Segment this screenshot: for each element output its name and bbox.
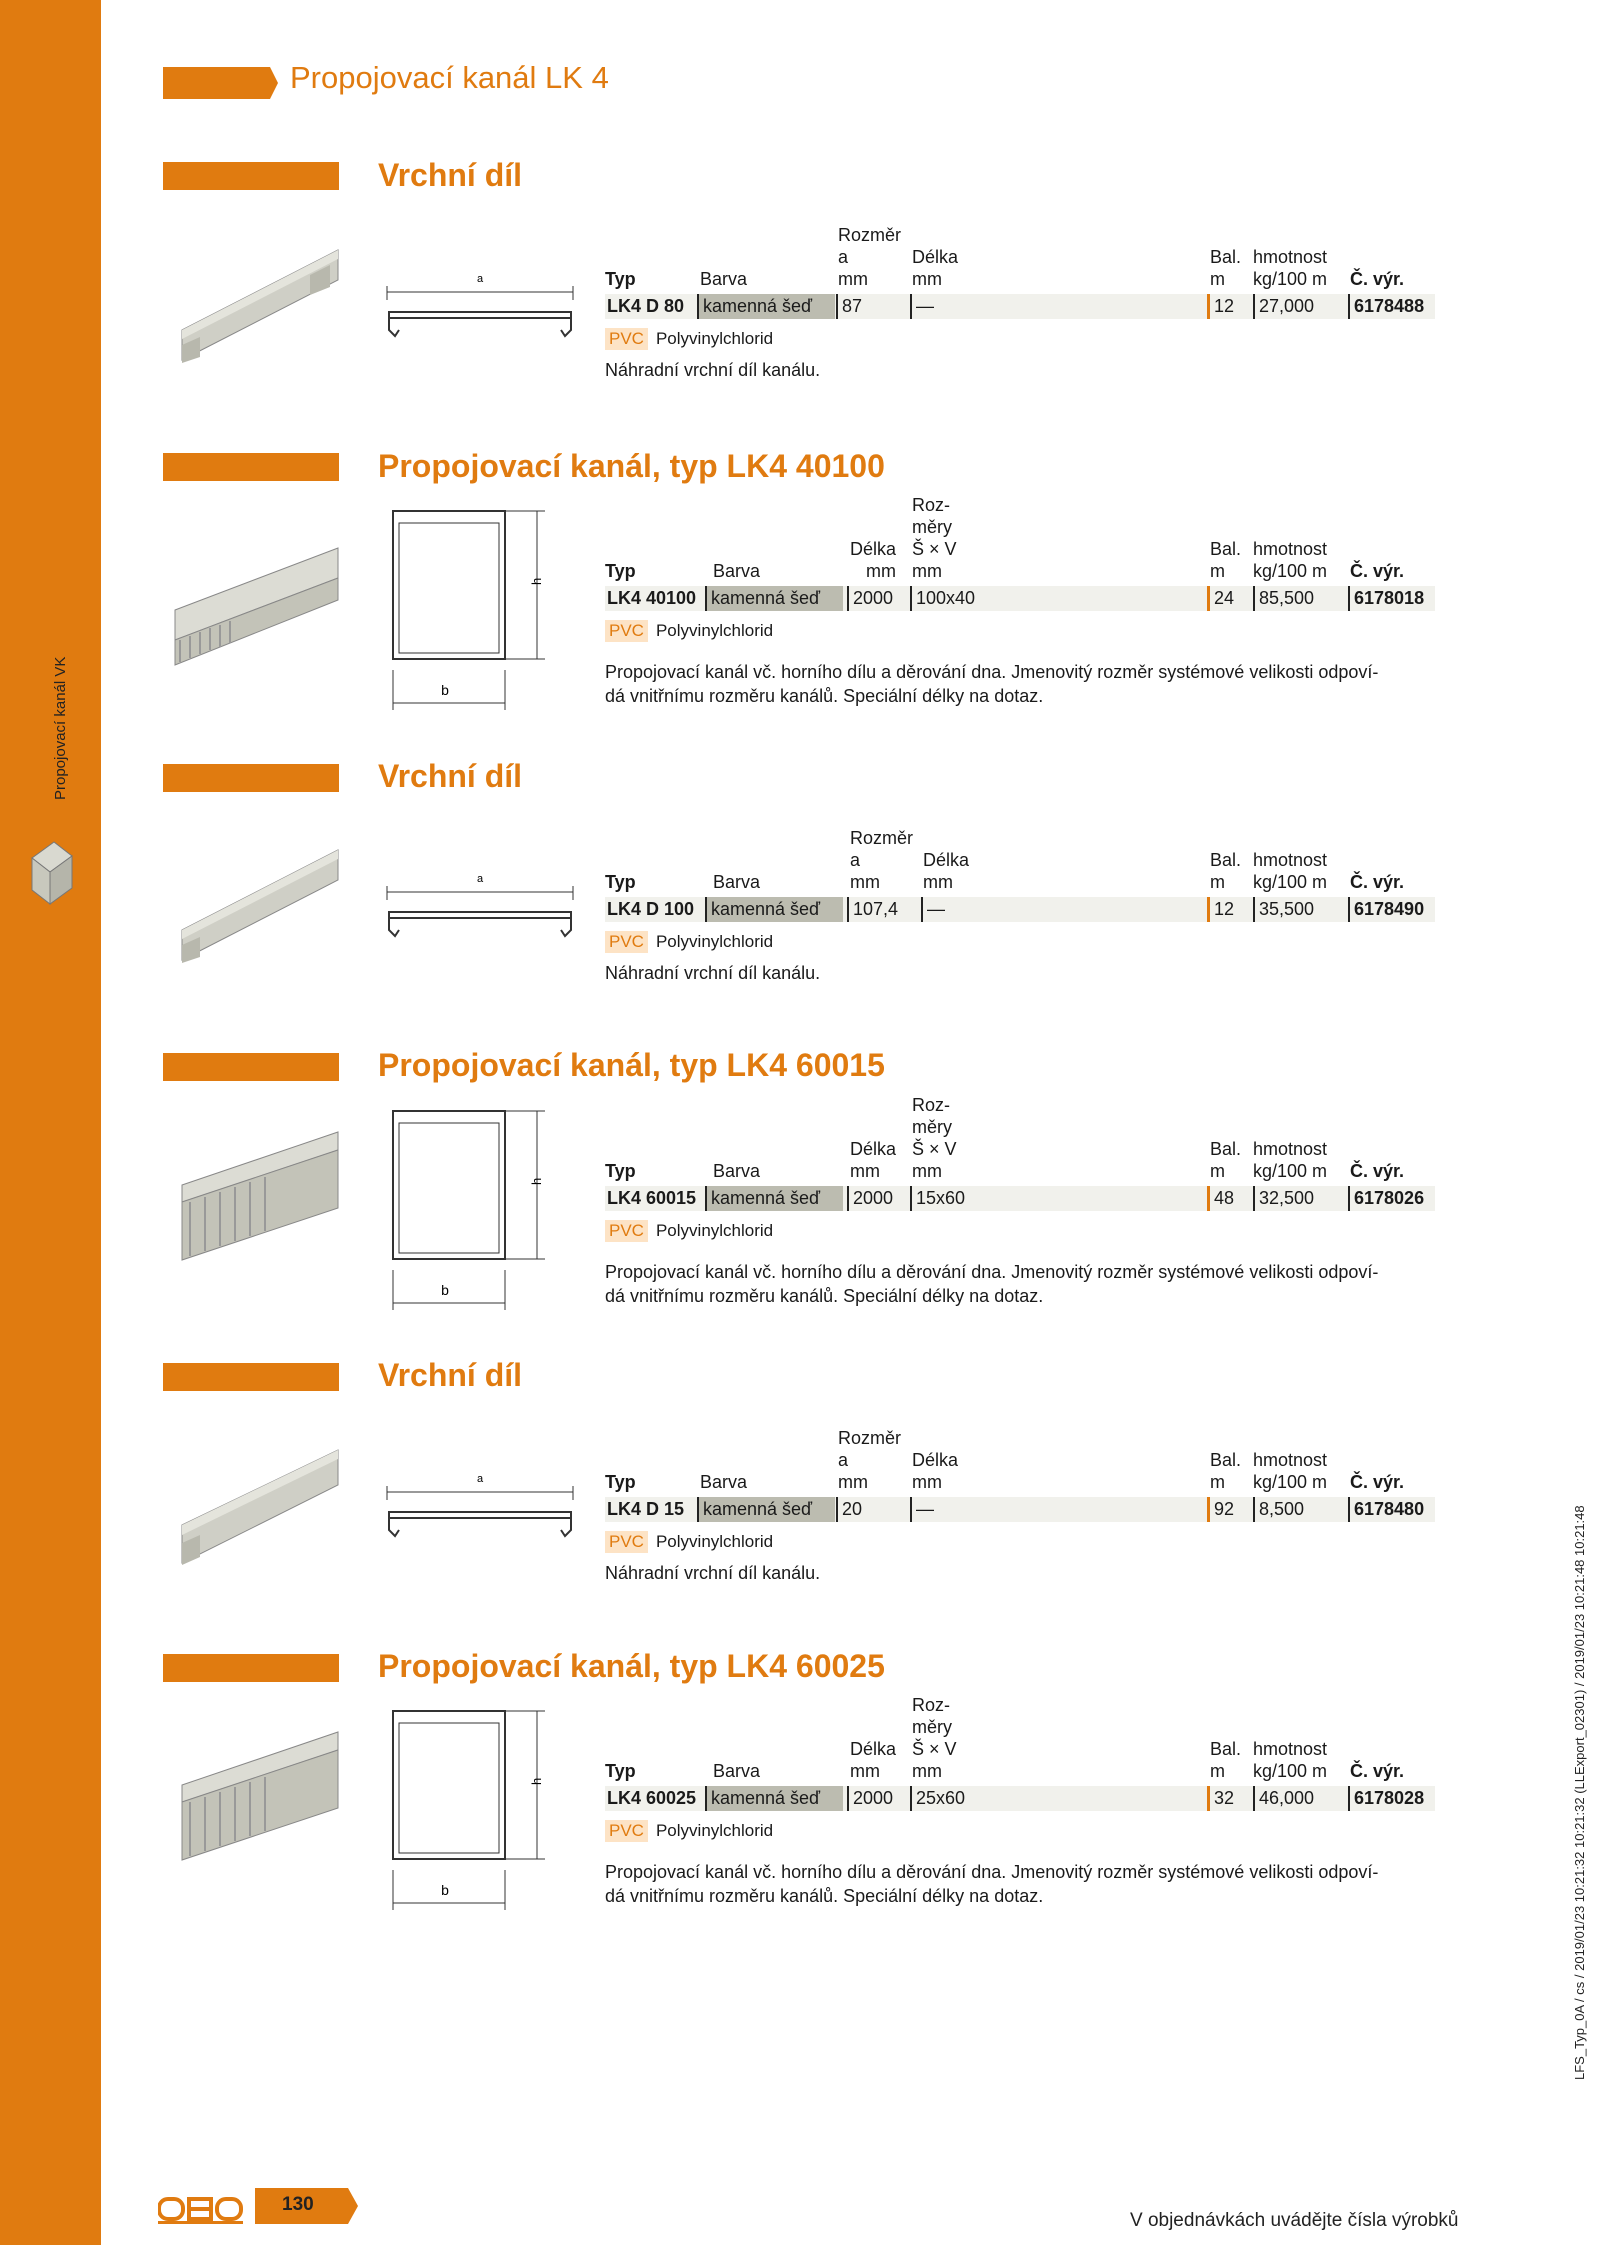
table-row xyxy=(605,897,1435,922)
cell-barva: kamenná šeď xyxy=(705,1186,843,1211)
cell-barva: kamenná šeď xyxy=(705,897,843,922)
table-row xyxy=(605,586,1435,611)
cell-bal: 12 xyxy=(1207,897,1252,922)
th-delka: Délka mm xyxy=(912,1450,959,1492)
page-title: Propojovací kanál LK 4 xyxy=(290,60,609,95)
th-barva: Barva xyxy=(700,1472,748,1492)
cell-rozmer: 20 xyxy=(836,1497,902,1522)
cover-drawing xyxy=(385,870,575,960)
cell-typ: LK4 60025 xyxy=(607,1788,697,1808)
th-typ: Typ xyxy=(605,1761,636,1781)
th-bal: Bal. m xyxy=(1210,1450,1242,1492)
th-rozmer: Rozměr a mm xyxy=(850,828,914,892)
drawing-label-h: h xyxy=(529,1177,544,1185)
drawing-label-h: h xyxy=(529,577,544,585)
section-title: Propojovací kanál, typ LK4 60025 xyxy=(378,1648,885,1684)
header-flag-shape xyxy=(163,67,278,99)
cell-cvyr: 6178488 xyxy=(1348,294,1434,319)
cell-cvyr: 6178026 xyxy=(1348,1186,1434,1211)
th-hmotnost: hmotnost kg/100 m xyxy=(1253,539,1328,581)
th-bal: Bal. m xyxy=(1210,850,1242,892)
th-rozmer: Rozměr a mm xyxy=(838,225,902,289)
section-title: Propojovací kanál, typ LK4 60015 xyxy=(378,1047,885,1083)
cell-typ: LK4 D 100 xyxy=(607,899,695,919)
cell-rozmer: 87 xyxy=(836,294,902,319)
material-text: Polyvinylchlorid xyxy=(655,621,774,640)
th-barva: Barva xyxy=(713,561,761,581)
cell-hmotnost: 32,500 xyxy=(1253,1186,1341,1211)
cover-drawing xyxy=(385,1470,575,1560)
cell-bal: 24 xyxy=(1207,586,1252,611)
cell-rozmer: 107,4 xyxy=(847,897,915,922)
th-barva: Barva xyxy=(713,872,761,892)
cell-bal: 48 xyxy=(1207,1186,1252,1211)
th-cvyr: Č. výr. xyxy=(1350,1761,1405,1781)
cell-cvyr: 6178490 xyxy=(1348,897,1434,922)
th-hmotnost: hmotnost kg/100 m xyxy=(1253,1139,1328,1181)
th-delka: Délka mm xyxy=(850,1139,897,1181)
th-typ: Typ xyxy=(605,1161,636,1181)
cell-hmotnost: 46,000 xyxy=(1253,1786,1341,1811)
th-rozmer: Roz- měry Š × V mm xyxy=(912,1095,957,1181)
th-typ: Typ xyxy=(605,269,636,289)
material-text: Polyvinylchlorid xyxy=(655,932,774,951)
material-tag: PVC xyxy=(605,1531,648,1553)
th-delka: Délka mm xyxy=(923,850,970,892)
description: Propojovací kanál vč. horního dílu a děrování dna. Jmenovitý rozměr systémové velikosti odpoví- dá vnitřnímu rozměru kanálů. Speciální délky na dotaz. xyxy=(605,662,1379,706)
cell-delka: 2000 xyxy=(847,1186,905,1211)
cell-bal: 32 xyxy=(1207,1786,1252,1811)
th-cvyr: Č. výr. xyxy=(1350,1161,1405,1181)
material-line xyxy=(605,1220,773,1242)
drawing-label-a: a xyxy=(476,1473,484,1485)
cell-rozmer: 100x40 xyxy=(910,586,986,611)
material-tag: PVC xyxy=(605,931,648,953)
cover-drawing xyxy=(385,270,575,360)
channel-drawing xyxy=(385,505,575,745)
cell-hmotnost: 85,500 xyxy=(1253,586,1341,611)
drawing-label-h: h xyxy=(529,1777,544,1785)
cell-delka: 2000 xyxy=(847,586,905,611)
material-text: Polyvinylchlorid xyxy=(655,1221,774,1240)
cell-barva: kamenná šeď xyxy=(697,1497,835,1522)
section-bar xyxy=(163,1363,339,1391)
channel-drawing xyxy=(385,1705,575,1945)
cell-barva: kamenná šeď xyxy=(697,294,835,319)
material-tag: PVC xyxy=(605,328,648,350)
th-delka: Délka mm xyxy=(850,1739,897,1781)
cell-rozmer: 25x60 xyxy=(910,1786,986,1811)
description: Propojovací kanál vč. horního dílu a děrování dna. Jmenovitý rozměr systémové velikosti odpoví- dá vnitřnímu rozměru kanálů. Speciální délky na dotaz. xyxy=(605,1262,1379,1306)
material-tag: PVC xyxy=(605,1220,648,1242)
th-bal: Bal. m xyxy=(1210,247,1242,289)
th-bal: Bal. m xyxy=(1210,1139,1242,1181)
th-barva: Barva xyxy=(713,1161,761,1181)
cell-typ: LK4 D 15 xyxy=(607,1499,685,1519)
cover-product-image xyxy=(160,845,345,965)
th-hmotnost: hmotnost kg/100 m xyxy=(1253,1739,1328,1781)
cell-hmotnost: 35,500 xyxy=(1253,897,1341,922)
cell-cvyr: 6178018 xyxy=(1348,586,1434,611)
cell-delka: 2000 xyxy=(847,1786,905,1811)
th-cvyr: Č. výr. xyxy=(1350,1472,1405,1492)
section-bar xyxy=(163,1654,339,1682)
th-hmotnost: hmotnost kg/100 m xyxy=(1253,247,1328,289)
th-cvyr: Č. výr. xyxy=(1350,561,1405,581)
description: Náhradní vrchní díl kanálu. xyxy=(605,963,821,983)
th-rozmer: Roz- měry Š × V mm xyxy=(912,495,957,581)
material-text: Polyvinylchlorid xyxy=(655,329,774,348)
footer-note: V objednávkách uvádějte čísla výrobků xyxy=(1130,2210,1459,2231)
description: Náhradní vrchní díl kanálu. xyxy=(605,1563,821,1583)
th-hmotnost: hmotnost kg/100 m xyxy=(1253,1450,1328,1492)
table-row xyxy=(605,1786,1435,1811)
description: Propojovací kanál vč. horního dílu a děrování dna. Jmenovitý rozměr systémové velikosti odpoví- dá vnitřnímu rozměru kanálů. Speciální délky na dotaz. xyxy=(605,1862,1379,1906)
material-text: Polyvinylchlorid xyxy=(655,1821,774,1840)
right-meta-text: LFS_Typ_0A / cs / 2019/01/23 10:21:32 10:21:32 (LLExport_02301) / 2019/01/23 10:21:48 10:21:48 xyxy=(1572,1505,1587,2080)
channel-product-image xyxy=(160,1130,345,1280)
th-delka: Délka mm xyxy=(912,247,959,289)
section-title: Propojovací kanál, typ LK4 40100 xyxy=(378,448,885,484)
channel-product-image xyxy=(160,540,345,680)
cell-bal: 92 xyxy=(1207,1497,1252,1522)
section-bar xyxy=(163,764,339,792)
cell-barva: kamenná šeď xyxy=(705,586,843,611)
th-barva: Barva xyxy=(713,1761,761,1781)
cell-bal: 12 xyxy=(1207,294,1252,319)
section-title: Vrchní díl xyxy=(378,758,523,794)
obo-logo xyxy=(158,2195,244,2225)
cell-typ: LK4 D 80 xyxy=(607,296,685,316)
channel-product-image xyxy=(160,1730,345,1880)
cell-cvyr: 6178480 xyxy=(1348,1497,1434,1522)
th-cvyr: Č. výr. xyxy=(1350,872,1405,892)
cell-cvyr: 6178028 xyxy=(1348,1786,1434,1811)
cell-delka: — xyxy=(921,897,987,922)
material-tag: PVC xyxy=(605,1820,648,1842)
material-line xyxy=(605,931,773,953)
cell-typ: LK4 40100 xyxy=(607,588,697,608)
cell-hmotnost: 27,000 xyxy=(1253,294,1341,319)
category-thumbnail-icon xyxy=(28,838,74,913)
cell-delka: — xyxy=(910,294,976,319)
channel-drawing xyxy=(385,1105,575,1345)
drawing-label-a: a xyxy=(476,873,484,885)
th-rozmer: Rozměr a mm xyxy=(838,1428,902,1492)
section-title: Vrchní díl xyxy=(378,1357,523,1393)
drawing-label-b: b xyxy=(441,682,449,698)
th-typ: Typ xyxy=(605,1472,636,1492)
cover-product-image xyxy=(160,1445,345,1570)
drawing-label-b: b xyxy=(441,1282,449,1298)
material-line xyxy=(605,1531,773,1553)
th-rozmer: Roz- měry Š × V mm xyxy=(912,1695,957,1781)
material-line xyxy=(605,620,773,642)
section-bar xyxy=(163,453,339,481)
left-orange-bar xyxy=(0,0,101,2245)
material-line xyxy=(605,328,773,350)
th-typ: Typ xyxy=(605,561,636,581)
cell-delka: — xyxy=(910,1497,976,1522)
drawing-label-a: a xyxy=(476,273,484,285)
table-row xyxy=(605,1186,1435,1211)
side-category-label: Propojovací kanál VK xyxy=(52,656,69,800)
cell-hmotnost: 8,500 xyxy=(1253,1497,1341,1522)
cover-product-image xyxy=(160,245,345,365)
description: Náhradní vrchní díl kanálu. xyxy=(605,360,821,380)
drawing-label-b: b xyxy=(441,1882,449,1898)
th-cvyr: Č. výr. xyxy=(1350,269,1405,289)
section-bar xyxy=(163,1053,339,1081)
th-bal: Bal. m xyxy=(1210,1739,1242,1781)
cell-rozmer: 15x60 xyxy=(910,1186,986,1211)
page-number: 130 xyxy=(282,2194,314,2215)
table-row xyxy=(605,1497,1435,1522)
th-typ: Typ xyxy=(605,872,636,892)
material-text: Polyvinylchlorid xyxy=(655,1532,774,1551)
th-bal: Bal. m xyxy=(1210,539,1242,581)
material-tag: PVC xyxy=(605,620,648,642)
section-title: Vrchní díl xyxy=(378,157,523,193)
table-row xyxy=(605,294,1435,319)
th-hmotnost: hmotnost kg/100 m xyxy=(1253,850,1328,892)
cell-barva: kamenná šeď xyxy=(705,1786,843,1811)
material-line xyxy=(605,1820,773,1842)
cell-typ: LK4 60015 xyxy=(607,1188,697,1208)
th-barva: Barva xyxy=(700,269,748,289)
th-delka: Délka mm xyxy=(850,539,897,581)
section-bar xyxy=(163,162,339,190)
